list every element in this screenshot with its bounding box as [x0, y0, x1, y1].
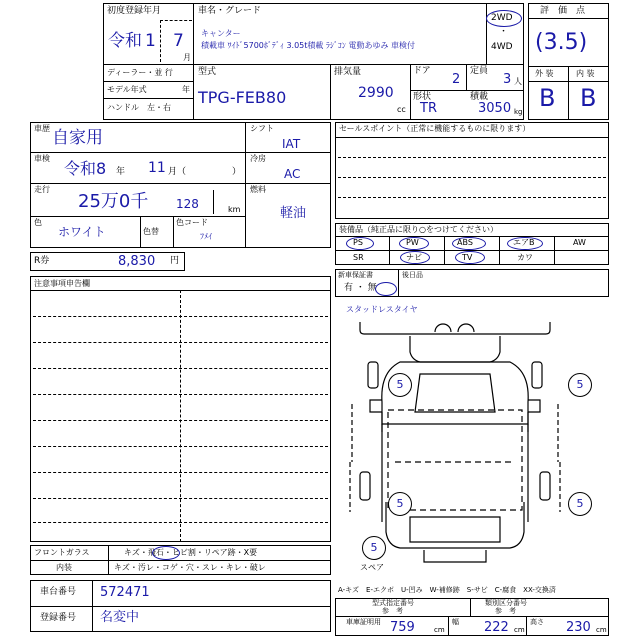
chassis-value: 572471 [100, 585, 150, 600]
tire-spare: 5 [362, 536, 386, 560]
ac-label: 冷房 [250, 154, 266, 163]
shift-value: IAT [282, 137, 301, 151]
equip-leather: カワ [517, 253, 533, 262]
ref-2: 参 考 [495, 607, 516, 615]
equip-ps-circle [346, 237, 374, 250]
equip-airbag: エアB [513, 238, 535, 247]
equip-abs: ABS [457, 238, 473, 247]
car-grade: 積載車 ﾜｲﾄﾞ5700ﾎﾞﾃﾞｨ 3.05t積載 ﾗｼﾞｺﾝ 電動あゆみ 車検付 [201, 41, 416, 50]
height-label: 高さ [530, 618, 544, 626]
shape-label: 形状 [413, 92, 432, 102]
interior-label: 内 装 [576, 69, 595, 78]
first-reg-month: 7 [173, 31, 184, 51]
equip-navi-circle [400, 251, 430, 264]
interior-cond-text: キズ・汚レ・コゲ・穴・スレ・キレ・破レ [114, 563, 266, 572]
sales-point-title: セールスポイント（正常に機能するものに限ります） [339, 124, 531, 133]
model-cert-label: 型式指定番号 [372, 599, 414, 607]
windshield-text: キズ・飛石・ヒビ割・リペア跡・X要 [124, 548, 258, 557]
drive-4wd: 4WD [491, 42, 513, 52]
displacement-value: 2990 [358, 85, 394, 101]
r-ticket-box [30, 252, 185, 271]
color-label: 色 [34, 218, 42, 227]
equip-pw: PW [406, 238, 419, 247]
dealer-label: ディーラー・並 行 [107, 68, 173, 77]
load-label: 積載 [470, 92, 489, 102]
mileage-label: 走行 [34, 185, 50, 194]
first-reg-year: 1 [145, 31, 156, 51]
capacity-label: 定員 [470, 66, 489, 76]
height-unit: cm [596, 626, 607, 634]
exterior-label: 外 装 [535, 69, 554, 78]
equip-navi: ナビ [406, 253, 422, 262]
capacity-unit: 人 [514, 77, 522, 86]
spare-label: スペア [360, 563, 384, 572]
damage-legend: A-キズ E-エクボ U-凹み W-補修跡 S-サビ C-腐食 XX-交換済 [338, 586, 556, 594]
r-value: 8,830 [118, 254, 156, 269]
warranty-label: 新車保証書 [338, 271, 373, 279]
height-value: 230 [566, 620, 591, 635]
door-label: ドア [413, 66, 431, 76]
r-label: R券 [34, 256, 50, 266]
inspection-era: 令和8 [64, 159, 107, 178]
history-label: 車歴 [34, 124, 50, 133]
shift-label: シフト [250, 124, 274, 133]
length-unit: cm [434, 626, 445, 634]
inspection-month: 11 [148, 160, 166, 176]
class-label: 類別区分番号 [485, 599, 527, 607]
warranty-none-circle [375, 282, 397, 296]
width-unit: cm [514, 626, 525, 634]
r-unit: 円 [170, 256, 180, 266]
ref-1: 参 考 [382, 607, 403, 615]
interior-grade: B [580, 84, 597, 112]
shape-value: TR [420, 101, 437, 116]
equip-abs-circle [452, 237, 486, 250]
truck-diagram [340, 312, 610, 574]
first-reg-era: 令和 [108, 31, 142, 51]
color-change-label: 色替 [143, 227, 159, 236]
displacement-label: 排気量 [334, 67, 362, 77]
equip-aw: AW [573, 238, 586, 247]
equip-ps: PS [353, 238, 363, 247]
drive-dot: ・ [499, 27, 509, 37]
handle-label: ハンドル 左・右 [107, 103, 171, 112]
length-value: 759 [390, 620, 415, 635]
ac-value: AC [284, 167, 301, 181]
mileage-value: 25万0千 [78, 191, 149, 212]
width-label: 幅 [452, 618, 459, 626]
inspection-year-unit: 年 [116, 167, 126, 177]
reg-value: 名変中 [100, 610, 140, 625]
load-value: 3050 [478, 101, 512, 116]
studless-tire-label: スタッドレスタイヤ [346, 305, 418, 314]
first-reg-month-unit: 月 [183, 53, 191, 62]
load-unit: kg [514, 108, 523, 116]
fuel-value: 軽油 [280, 206, 307, 221]
first-reg-label: 初度登録年月 [107, 6, 162, 16]
tire-front-left: 5 [388, 373, 412, 397]
tire-front-right: 5 [568, 373, 592, 397]
eval-label: 評 価 点 [540, 6, 586, 16]
rear-item-label: 後日品 [402, 271, 423, 279]
color-code-label: 色コード [176, 218, 208, 227]
color-code: ﾌﾒｲ [200, 232, 212, 241]
equip-airbag-circle [507, 237, 543, 250]
exterior-grade: B [539, 84, 556, 112]
reg-label: 登録番号 [40, 613, 77, 623]
windshield-chip-circle [152, 546, 180, 560]
inspection-month-unit: 月（ [168, 167, 187, 177]
width-value: 222 [484, 620, 509, 635]
interior-cond-label: 内装 [56, 563, 72, 572]
car-name-label: 車名・グレード [198, 6, 262, 16]
car-name: キャンター [201, 29, 241, 38]
model-label: 型式 [198, 67, 217, 77]
equip-sr: SR [353, 253, 364, 262]
notes-title: 注意事項申告欄 [34, 279, 90, 288]
door-value: 2 [452, 72, 461, 87]
capacity-value: 3 [503, 72, 512, 87]
displacement-unit: cc [397, 105, 406, 114]
model-year-label: モデル年式 [107, 85, 147, 94]
model-year-unit: 年 [182, 85, 190, 94]
length-label: 車庫証明用 [346, 618, 381, 626]
eval-score: (3.5) [535, 30, 588, 55]
windshield-label: フロントガラス [34, 548, 90, 557]
drive-2wd: 2WD [491, 13, 513, 23]
inspection-label: 車検 [34, 154, 50, 163]
equip-pw-circle [399, 237, 429, 250]
equip-tv-circle [455, 251, 485, 264]
tire-rear-left: 5 [388, 492, 412, 516]
model-value: TPG-FEB80 [198, 88, 287, 107]
chassis-label: 車台番号 [40, 587, 77, 597]
fuel-label: 燃料 [250, 185, 266, 194]
equip-tv: TV [462, 253, 473, 262]
mileage-unit: km [228, 205, 241, 214]
color-value: ホワイト [58, 225, 106, 239]
inspection-close: ） [232, 167, 242, 177]
mileage-sub: 128 [176, 197, 199, 211]
equipment-title: 装備品（純正品に限り○をつけてください） [339, 225, 498, 234]
history-value: 自家用 [52, 128, 103, 148]
warranty-value: 有 ・ 無 [344, 283, 377, 293]
tire-rear-right: 5 [568, 492, 592, 516]
